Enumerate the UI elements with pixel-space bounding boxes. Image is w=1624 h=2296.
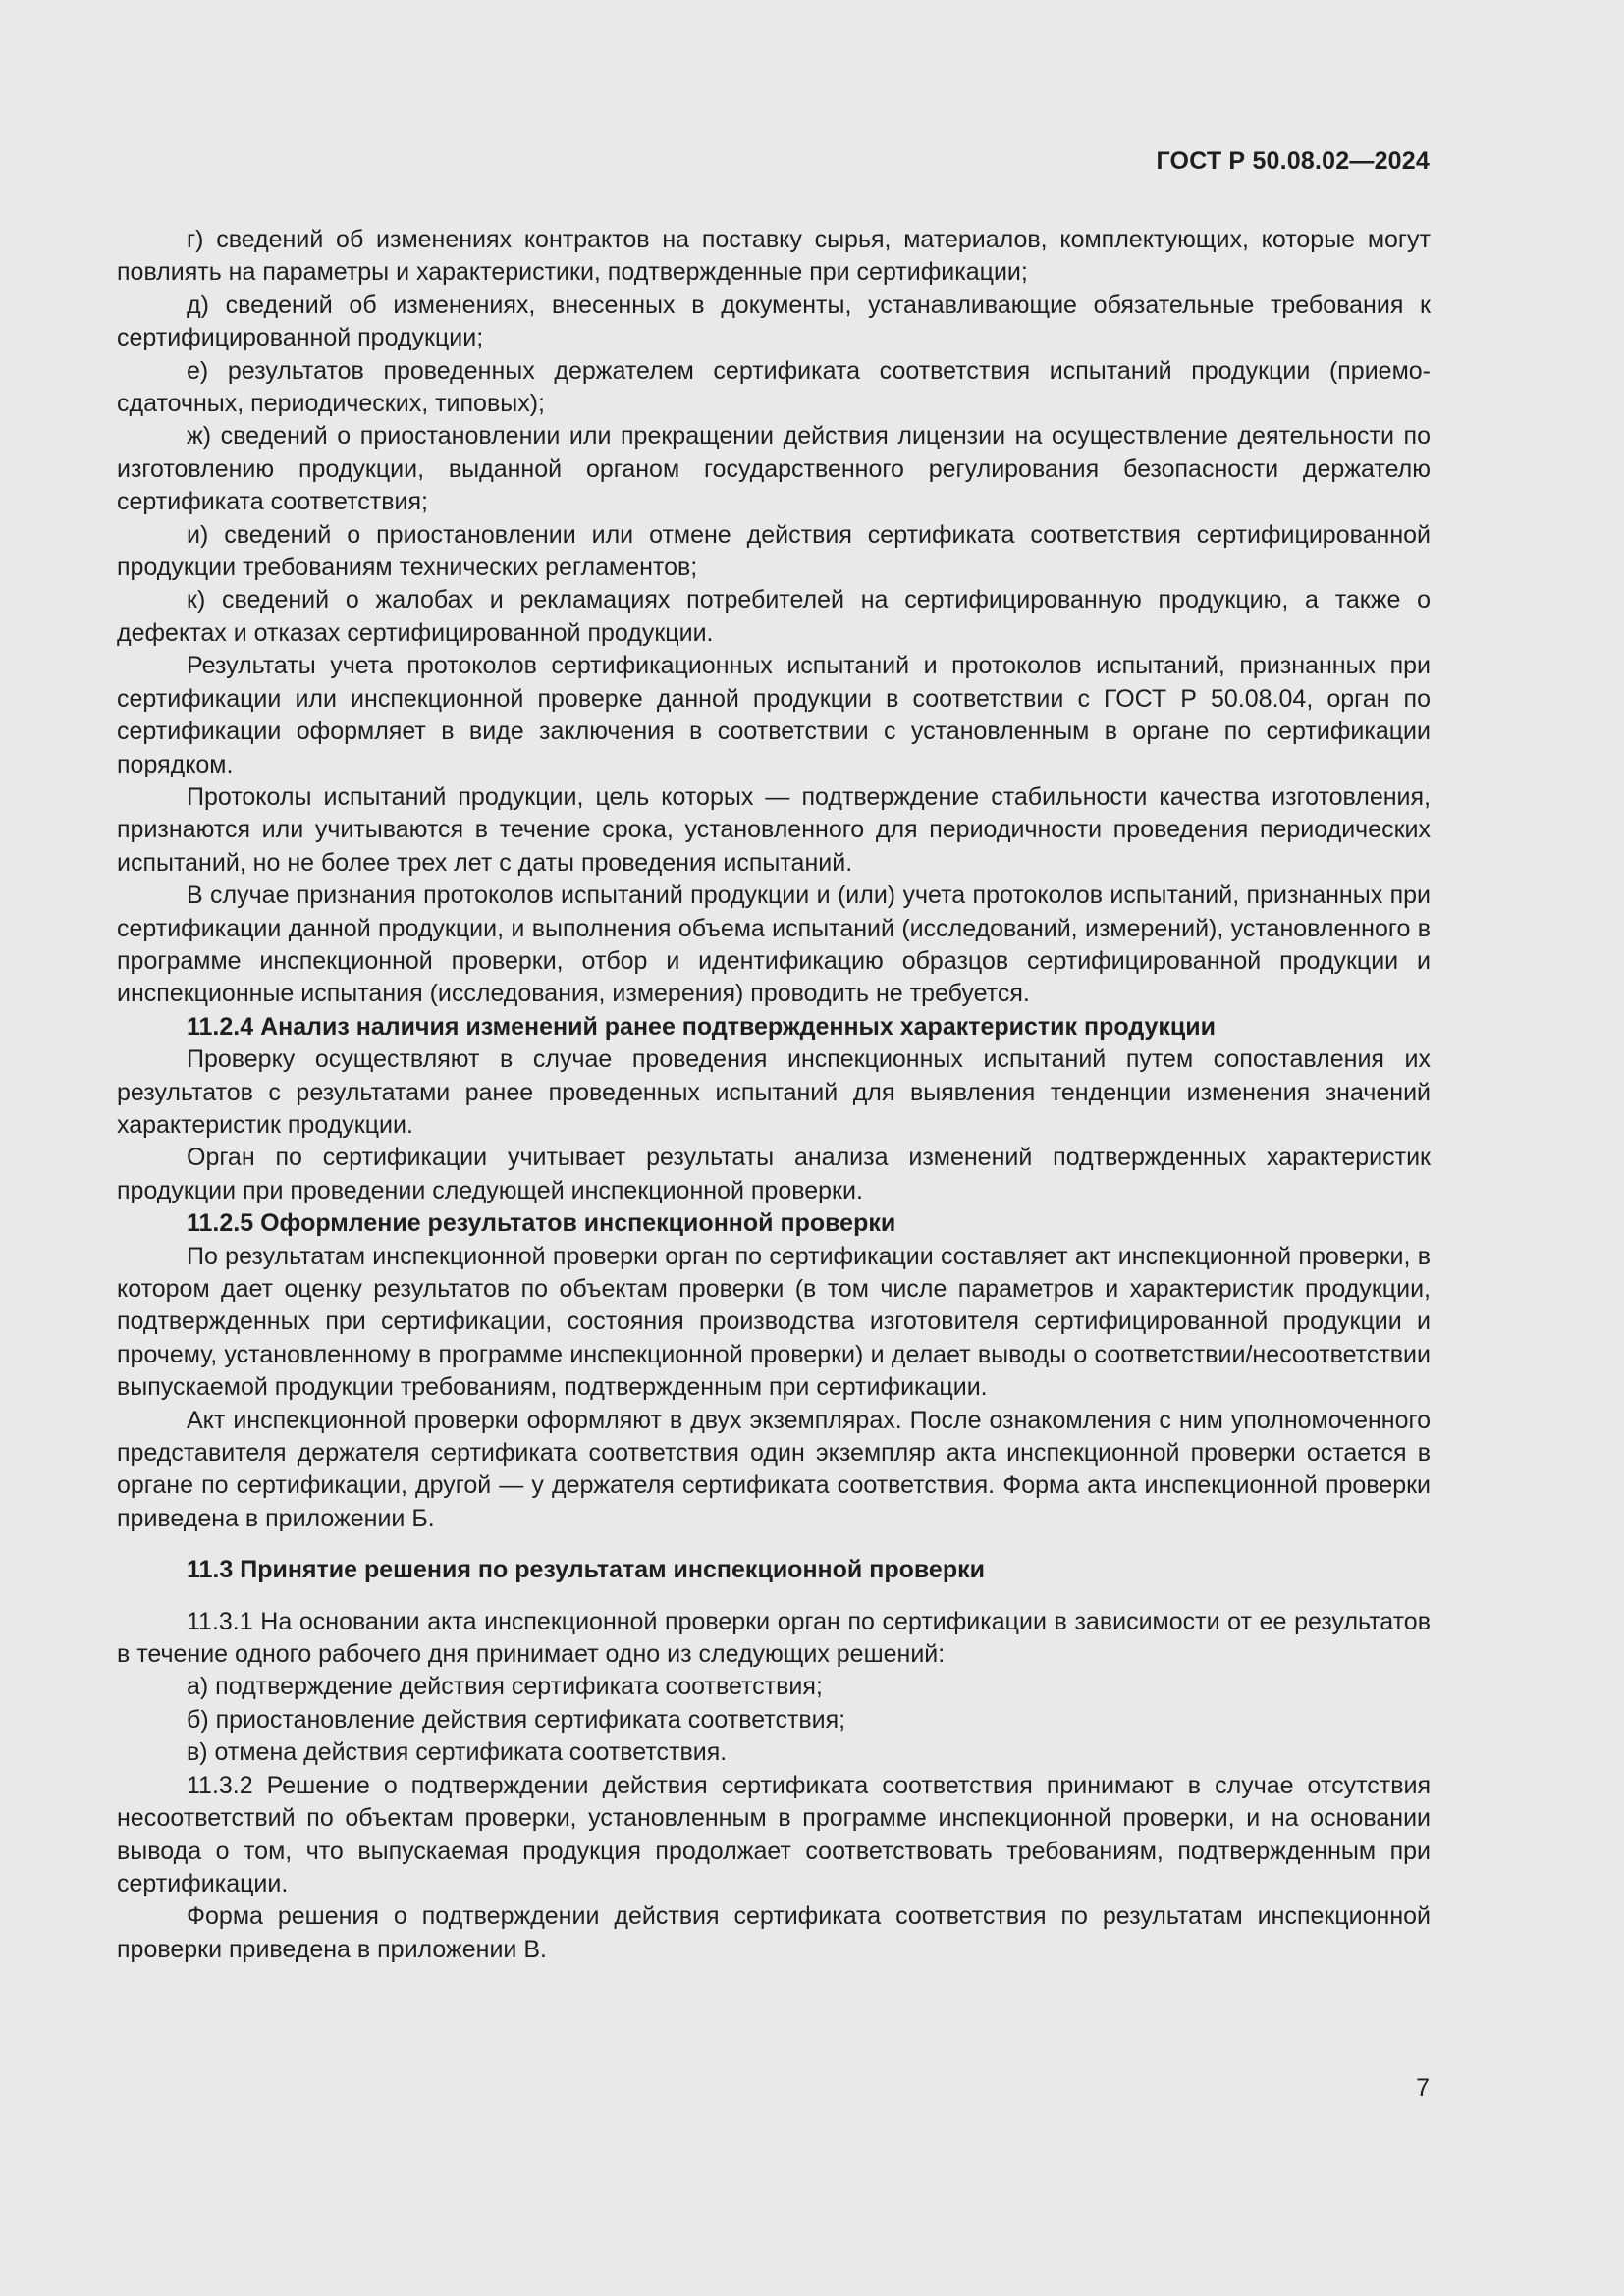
document-body xyxy=(117,224,1431,1966)
paragraph-results-accounting: Результаты учета протоколов сертификационных испытаний и протоколов испытаний, признанных при сертификации или инспекционной проверке данной продукции в соответствии с ГОСТ Р 50.08.04, орган по сертификации оформляет в виде заключения в соответствии с установленным в органе по сертификации порядком. xyxy=(117,652,1431,778)
paragraph-11-3-2: 11.3.2 Решение о подтверждении действия сертификата соответствия принимают в случае отсутствия несоответствий по объектам проверки, установленным в программе инспекционной проверки, и на основании вывода о том, что выпускаемая продукция продолжает соответствовать требованиям, подтвержденным при сертификации. xyxy=(117,1771,1431,1897)
paragraph-analysis-results: Орган по сертификации учитывает результаты анализа изменений подтвержденных характеристик продукции при проведении следующей инспекционной проверки. xyxy=(117,1144,1431,1204)
paragraph-decision-form: Форма решения о подтверждении действия сертификата соответствия по результатам инспекционной проверки приведена в приложении В. xyxy=(117,1902,1431,1963)
page-number: 7 xyxy=(1416,2074,1430,2102)
section-heading-11-3: 11.3 Принятие решения по результатам инспекционной проверки xyxy=(187,1556,985,1584)
paragraph-11-3-1: 11.3.1 На основании акта инспекционной проверки орган по сертификации в зависимости от ее результатов в течение одного рабочего дня принимает одно из следующих решений: xyxy=(117,1607,1431,1669)
paragraph-inspection-act: По результатам инспекционной проверки орган по сертификации составляет акт инспекционной проверки, в котором дает оценку результатов по объектам проверки (в том числе параметров и характеристик продукции, подтвержденных при сертификации, состояния производства изготовителя сертифицированной продукции и прочему, установленному в программе инспекционной проверки) и делает выводы о соответствии/несоответствии выпускаемой продукции требованиям, подтвержденным при сертификации. xyxy=(117,1242,1431,1402)
paragraph-test-protocols: Протоколы испытаний продукции, цель которых — подтверждение стабильности качества изготовления, признаются или учитываются в течение срока, установленного для периодичности проведения периодических испытаний, но не более трех лет с даты проведения испытаний. xyxy=(117,782,1431,877)
decision-item-b: б) приостановление действия сертификата соответствия; xyxy=(187,1705,846,1734)
paragraph-check-procedure: Проверку осуществляют в случае проведения инспекционных испытаний путем сопоставления их результатов с результатами ранее проведенных испытаний для выявления тенденции изменения значений характеристик продукции. xyxy=(117,1045,1431,1139)
paragraph-protocol-recognition: В случае признания протоколов испытаний продукции и (или) учета протоколов испытаний, признанных при сертификации данной продукции, и выполнения объема испытаний (исследований, измерений), установленного в программе инспекционной проверки, отбор и идентификацию образцов сертифицированной продукции и инспекционные испытания (исследования, измерения) проводить не требуется. xyxy=(117,881,1431,1008)
section-heading-11-2-4: 11.2.4 Анализ наличия изменений ранее подтвержденных характеристик продукции xyxy=(187,1012,1217,1041)
list-item-k: к) сведений о жалобах и рекламациях потребителей на сертифицированную продукцию, а также о дефектах и отказах сертифицированной продукции. xyxy=(117,586,1431,647)
list-item-zh: ж) сведений о приостановлении или прекращении действия лицензии на осуществление деятельности по изготовлению продукции, выданной органом государственного регулирования безопасности держателю сертификата соответствия; xyxy=(117,422,1431,516)
section-heading-11-2-5: 11.2.5 Оформление результатов инспекционной проверки xyxy=(187,1209,896,1238)
decision-item-a: а) подтверждение действия сертификата соответствия; xyxy=(187,1673,823,1701)
list-item-e: е) результатов проведенных держателем сертификата соответствия испытаний продукции (приемо-сдаточных, периодических, типовых); xyxy=(117,356,1431,418)
list-item-i: и) сведений о приостановлении или отмене действия сертификата соответствия сертифицированной продукции требованиям технических регламентов; xyxy=(117,520,1431,582)
decision-item-v: в) отмена действия сертификата соответствия. xyxy=(187,1738,728,1767)
list-item-g: г) сведений об изменениях контрактов на поставку сырья, материалов, комплектующих, которые могут повлиять на параметры и характеристики, подтвержденные при сертификации; xyxy=(117,226,1431,287)
paragraph-act-copies: Акт инспекционной проверки оформляют в двух экземплярах. После ознакомления с ним уполномоченного представителя держателя сертификата соответствия один экземпляр акта инспекционной проверки остается в органе по сертификации, другой — у держателя сертификата соответствия. Форма акта инспекционной проверки приведена в приложении Б. xyxy=(117,1406,1431,1532)
standard-designation: ГОСТ Р 50.08.02—2024 xyxy=(1156,147,1430,175)
list-item-d: д) сведений об изменениях, внесенных в документы, устанавливающие обязательные требования к сертифицированной продукции; xyxy=(117,291,1431,352)
